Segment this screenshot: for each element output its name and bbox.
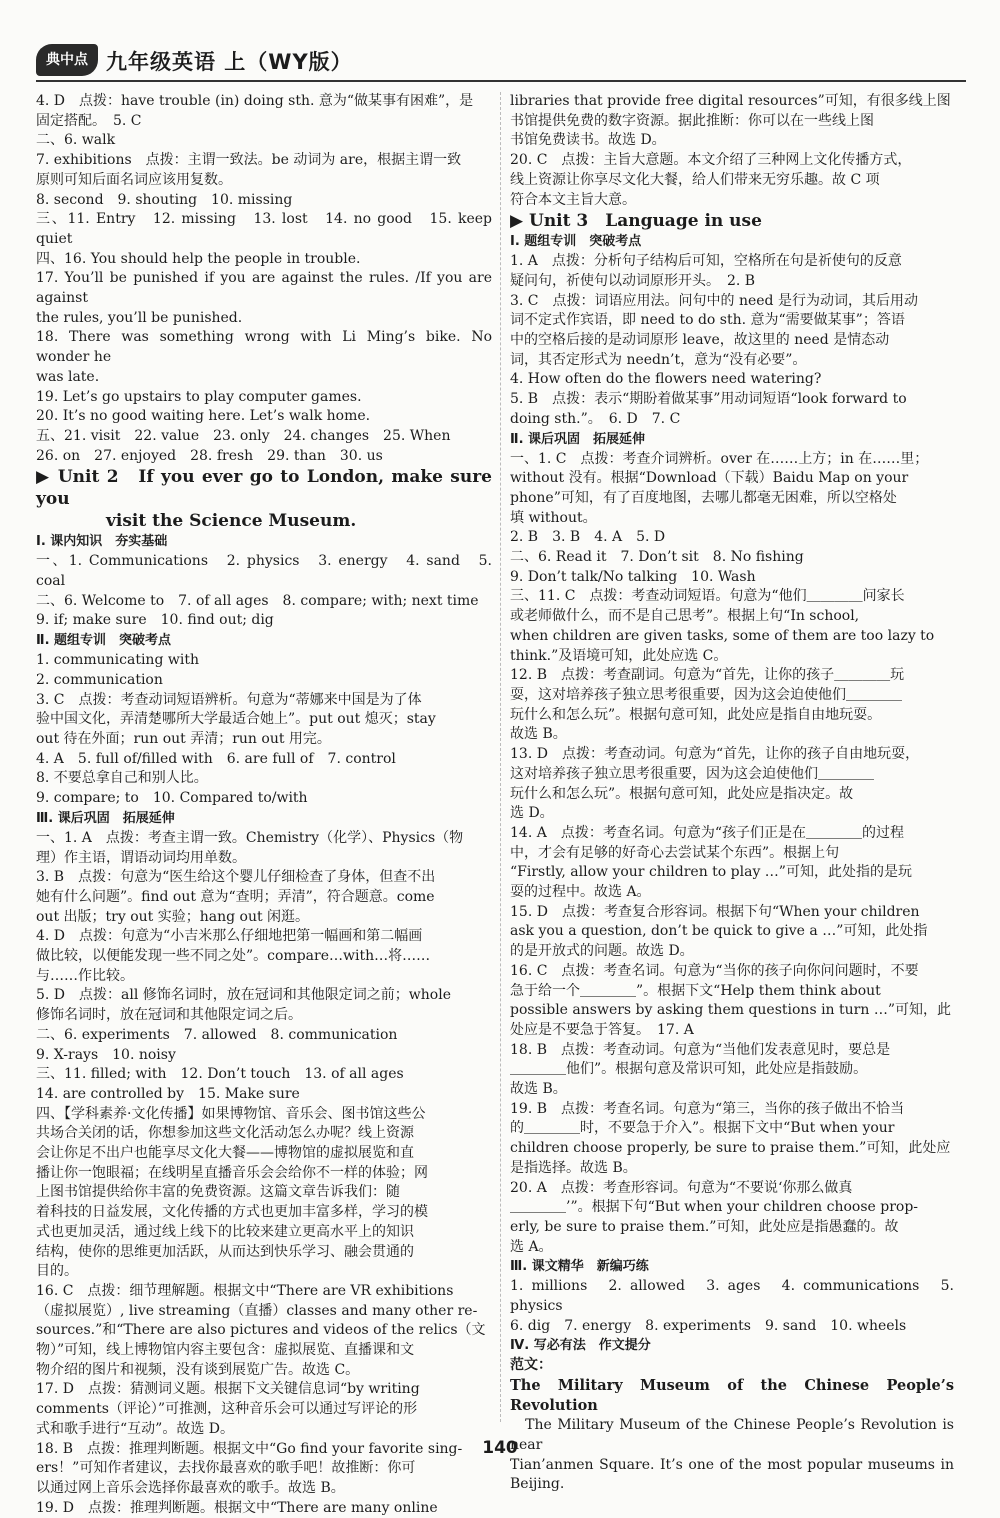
answers-u3-part3: [510, 1277, 954, 1336]
answer-line: 三、11. Entry 12. missing 13. lost 14. no good 15. keep quiet: [36, 211, 492, 247]
answer-line: 一、1. A 点拨：考查主谓一致。Chemistry（化学）、Physics（物: [36, 829, 464, 846]
answer-line: without 没有。根据“Download（下载）Baidu Map on your: [510, 470, 909, 487]
answer-line: ＿＿＿＿’”。根据下句“But when your children choose prop-: [510, 1199, 919, 1216]
answer-line: 五、21. visit 22. value 23. only 24. changes 25. When: [36, 427, 451, 444]
answer-line: 物介绍的图片和视频，没有谈到展览广告。故选 C。: [36, 1361, 360, 1378]
answer-line: 选 A。: [510, 1238, 553, 1255]
answer-line: ask you a question, don’t be quick to give a …”可知，此处指: [510, 923, 928, 940]
answer-line: 耍，这对培养孩子独立思考很重要，因为这会迫使他们＿＿＿＿: [510, 686, 902, 703]
answer-line: 中的空格后接的是动词原形 leave，故这里的 need 是情态动: [510, 332, 890, 349]
answer-line: 二、6. experiments 7. allowed 8. communication: [36, 1026, 398, 1043]
answer-line: 她有什么问题”。find out 意为“查明；弄清”，符合题意。come: [36, 888, 435, 905]
section-heading: Ⅰ. 课内知识 夯实基础: [36, 534, 168, 550]
unit3-heading: ▶ Unit 3 Language in use: [510, 211, 762, 232]
answer-line: the rules, you’ll be punished.: [36, 309, 243, 326]
answer-line: 1. communicating with: [36, 652, 199, 669]
answer-line: sources.”和“There are also pictures and videos of the relics（文: [36, 1322, 486, 1339]
answers-u2-part3: [36, 829, 492, 1518]
answers-u2-part1: [36, 552, 492, 631]
answer-line: 物）”可知，线上博物馆内容主要包含：虚拟展览、直播课和文: [36, 1342, 415, 1359]
answer-line: 20. C 点拨：主旨大意题。本文介绍了三种网上文化传播方式，: [510, 152, 912, 169]
answer-line: 15. D 点拨：考查复合形容词。根据下句“When your children: [510, 903, 920, 920]
answer-line: 14. are controlled by 15. Make sure: [36, 1085, 300, 1102]
answer-line: 5. B 点拨：表示“期盼着做某事”用动词短语“look forward to: [510, 391, 907, 408]
answer-line: 2. B 3. B 4. A 5. D: [510, 529, 666, 546]
answer-line: 4. D 点拨：句意为“小吉米那么仔细地把第一幅画和第二幅画: [36, 928, 423, 945]
answers-u2-part2: [36, 651, 492, 809]
answer-line: 1. millions 2. allowed 3. ages 4. communications 5. physics: [510, 1278, 954, 1315]
answer-line: 会让你足不出户也能享尽文化大餐——博物馆的虚拟展览和直: [36, 1145, 414, 1162]
answer-line: 上图书馆提供给你丰富的免费资源。这篇文章告诉我们：随: [36, 1184, 400, 1201]
answer-line: 4. A 5. full of/filled with 6. are full of 7. control: [36, 750, 396, 767]
section-heading: Ⅲ. 课后巩固 拓展延伸: [36, 810, 175, 826]
answer-line: “Firstly, allow your children to play …”可知，此处指的是玩: [510, 864, 912, 881]
answer-line: 16. C 点拨：细节理解题。根据文中“There are VR exhibitions: [36, 1282, 454, 1299]
answer-line: 1. A 点拨：分析句子结构后可知，空格所在句是祈使句的反意: [510, 253, 902, 270]
answer-line: was late.: [36, 368, 100, 385]
answer-line: 18. B 点拨：考查动词。句意为“当他们发表意见时，要总是: [510, 1041, 891, 1058]
answer-line: 耍的过程中。故选 A。: [510, 884, 651, 901]
answer-line: 式也更加灵活，通过线上线下的比较来建立更高水平上的知识: [36, 1223, 414, 1240]
answer-line: Tian’anmen Square. It’s one of the most popular museums in Beijing.: [510, 1456, 954, 1493]
answer-line: 二、6. walk: [36, 132, 116, 149]
page-header: [36, 44, 966, 78]
answer-line: 4. How often do the flowers need watering?: [510, 371, 822, 388]
answer-line: 19. Let’s go upstairs to play computer games.: [36, 388, 362, 405]
answer-line: 目的。: [36, 1263, 78, 1280]
answers-u3-part2: [510, 450, 954, 1258]
answer-line: 符合本文主旨大意。: [510, 191, 636, 208]
answer-line: 9. if; make sure 10. find out; dig: [36, 612, 274, 629]
book-logo: 典中点: [36, 44, 98, 76]
answer-line: 19. B 点拨：考查名词。句意为“第三，当你的孩子做出不恰当: [510, 1100, 905, 1117]
right-column: [510, 92, 954, 1495]
answer-line: 选 D。: [510, 805, 554, 822]
answer-line: 着科技的日益发展，文化传播的方式也更加丰富多样，学习的模: [36, 1204, 428, 1221]
answer-line: 是指选择。故选 B。: [510, 1159, 637, 1176]
answer-line: 4. D 点拨：have trouble (in) doing sth. 意为“做某事有困难”，是: [36, 93, 474, 109]
answers-unit1: [36, 92, 492, 466]
answer-line: 做比较，以便能发现一些不同之处”。compare…with…将……: [36, 948, 431, 965]
answer-line: 17. D 点拨：猜测词义题。根据下文关键信息词“by writing: [36, 1381, 420, 1398]
answer-line: 结构，使你的思维更加活跃，从而达到快乐学习、融会贯通的: [36, 1243, 414, 1260]
answer-line: 四、16. You should help the people in trouble.: [36, 250, 361, 267]
answer-line: 处应是不要急于答复。 17. A: [510, 1021, 694, 1038]
answer-line: 8. second 9. shouting 10. missing: [36, 191, 293, 208]
answer-line: 14. A 点拨：考查名词。句意为“孩子们正是在＿＿＿＿的过程: [510, 824, 904, 841]
answer-line: 以通过网上音乐会选择你最喜欢的歌手。故选 B。: [36, 1480, 345, 1496]
answer-line: ＿＿＿＿他们”。根据句意及常识可知，此处应是指鼓励。: [510, 1061, 868, 1078]
answer-line: 3. B 点拨：句意为“医生给这个婴儿仔细检查了身体，但查不出: [36, 869, 436, 886]
answer-line: 5. D 点拨：all 修饰名词时，放在冠词和其他限定词之前；whole: [36, 987, 451, 1004]
answer-line: 这对培养孩子独立思考很重要，因为这会迫使他们＿＿＿＿: [510, 765, 874, 782]
answer-line: 20. It’s no good waiting here. Let’s walk home.: [36, 408, 371, 425]
left-column: [36, 92, 492, 1518]
answer-line: 二、6. Welcome to 7. of all ages 8. compare; with; next time: [36, 592, 479, 609]
answer-line: when children are given tasks, some of them are too lazy to: [510, 627, 935, 644]
answer-line: 填 without。: [510, 509, 597, 526]
page-number: 140: [482, 1438, 518, 1458]
answer-line: 18. There was something wrong with Li Ming’s bike. No wonder he: [36, 329, 492, 366]
answer-line: 三、11. filled; with 12. Don’t touch 13. of all ages: [36, 1066, 404, 1083]
answer-line: 7. exhibitions 点拨：主谓一致法。be 动词为 are，根据主谓一致: [36, 152, 462, 169]
answer-line: doing sth.”。 6. D 7. C: [510, 410, 681, 427]
answer-line: 急于给一个＿＿＿＿”。根据下文“Help them think about: [510, 982, 881, 999]
section-heading: Ⅲ. 课文精华 新编巧练: [510, 1259, 649, 1275]
answer-line: 或老师做什么，而不是自己思考”。根据上句“In school,: [510, 608, 860, 625]
answer-line: 9. compare; to 10. Compared to/with: [36, 790, 308, 807]
section-heading: Ⅱ. 课后巩固 拓展延伸: [510, 431, 646, 447]
section-heading: Ⅱ. 题组专训 突破考点: [36, 633, 172, 649]
header-rule: [36, 80, 966, 82]
answer-line: 疑问句，祈使句以动词原形开头。 2. B: [510, 272, 756, 289]
answer-line: 一、1. C 点拨：考查介词辨析。over 在……上方；in 在……里；: [510, 450, 929, 467]
answer-line: children choose properly, be sure to praise them.”可知，此处应: [510, 1140, 951, 1157]
section-heading: Ⅳ. 写必有法 作文提分: [510, 1338, 651, 1354]
answer-line: 书馆提供免费的数字资源。据此推断：你可以在一些线上图: [510, 112, 874, 129]
answer-line: 一、1. Communications 2. physics 3. energy 4. sand 5. coal: [36, 553, 492, 590]
answer-line: 19. D 点拨：推理判断题。根据文中“There are many online: [36, 1499, 438, 1516]
answer-line: 故选 B。: [510, 1081, 567, 1098]
answer-line: 3. C 点拨：词语应用法。问句中的 need 是行为动词，其后用动: [510, 292, 918, 309]
answer-line: 12. B 点拨：考查副词。句意为“首先，让你的孩子＿＿＿＿玩: [510, 667, 905, 684]
answer-line: 理）作主语，谓语动词均用单数。: [36, 849, 246, 866]
answer-line: 20. A 点拨：考查形容词。句意为“不要说‘你那么做真: [510, 1179, 853, 1196]
answer-line: 共场合关闭的话，你想参加这些文化活动怎么办呢？线上资源: [36, 1125, 414, 1142]
answer-line: 与……作比较。: [36, 967, 134, 984]
unit2-heading-line2: visit the Science Museum.: [106, 511, 357, 532]
sample-essay-title: The Military Museum of the Chinese People’s Revolution: [510, 1377, 954, 1415]
answer-line: 四、【学科素养·文化传播】如果博物馆、音乐会、图书馆这些公: [36, 1105, 426, 1122]
answer-line: 的＿＿＿＿时，不要急于介入”。根据下文中“But when your: [510, 1120, 895, 1137]
answer-line: ers！”可知作者建议，去找你最喜欢的歌手吧！故推断：你可: [36, 1460, 416, 1477]
answer-line: possible answers by asking them questions in turn …”可知，此: [510, 1002, 951, 1019]
answer-line: think.”及语境可知，此处应选 C。: [510, 647, 728, 664]
sample-label: 范文：: [510, 1357, 552, 1374]
answer-line: 玩什么和怎么玩”。根据句意可知，此处应是指自由地玩耍。: [510, 706, 882, 723]
column-divider: [500, 92, 501, 1422]
answer-line: out 出版；try out 实验；hang out 闲逛。: [36, 908, 310, 925]
answer-line: 原则可知后面名词应该用复数。: [36, 171, 232, 188]
answer-line: phone”可知，有了百度地图，去哪儿都毫无困难，所以空格处: [510, 489, 897, 506]
answer-line: 词，其否定形式为 needn’t，意为“没有必要”。: [510, 351, 807, 368]
section-heading: Ⅰ. 题组专训 突破考点: [510, 234, 642, 250]
answer-line: 6. dig 7. energy 8. experiments 9. sand 10. wheels: [510, 1317, 907, 1334]
answer-line: 中，才会有足够的好奇心去尝试某个东西”。根据上句: [510, 844, 840, 861]
answer-line: 2. communication: [36, 671, 163, 688]
answers-u2-continued: [510, 92, 954, 210]
answer-line: 词不定式作宾语，即 need to do sth. 意为“需要做某事”；答语: [510, 312, 905, 329]
answer-line: 9. X-rays 10. noisy: [36, 1046, 176, 1063]
answer-line: 16. C 点拨：考查名词。句意为“当你的孩子向你问问题时，不要: [510, 962, 919, 979]
answer-line: 9. Don’t talk/No talking 10. Wash: [510, 568, 756, 585]
answer-line: 式和歌手进行“互动”。故选 D。: [36, 1420, 234, 1437]
answer-line: 书馆免费读书。故选 D。: [510, 132, 666, 149]
answer-line: 26. on 27. enjoyed 28. fresh 29. than 30. us: [36, 447, 383, 464]
answer-line: 玩什么和怎么玩”。根据句意可知，此处应是指决定。故: [510, 785, 854, 802]
answer-line: 3. C 点拨：考查动词短语辨析。句意为“蒂娜来中国是为了体: [36, 691, 422, 708]
answer-line: 的是开放式的问题。故选 D。: [510, 943, 694, 960]
answer-line: 固定搭配。 5. C: [36, 112, 142, 129]
answer-line: 18. B 点拨：推理判断题。根据文中“Go find your favorite sing-: [36, 1440, 463, 1457]
answer-line: 8. 不要总拿自己和别人比。: [36, 770, 208, 787]
answer-line: 三、11. C 点拨：考查动词短语。句意为“他们＿＿＿＿问家长: [510, 588, 905, 605]
answer-line: 线上资源让你享尽文化大餐，给人们带来无穷乐趣。故 C 项: [510, 171, 880, 188]
answer-line: libraries that provide free digital resources”可知，有很多线上图: [510, 93, 951, 109]
answer-line: （虚拟展览）, live streaming（直播）classes and many other re-: [36, 1302, 478, 1319]
book-title: 九年级英语 上（WY版）: [106, 50, 353, 74]
answer-line: 13. D 点拨：考查动词。句意为“首先，让你的孩子自由地玩耍，: [510, 746, 920, 763]
answer-line: 二、6. Read it 7. Don’t sit 8. No fishing: [510, 549, 804, 566]
answer-line: 播让你一饱眼福；在线明星直播音乐会会给你不一样的体验；网: [36, 1164, 428, 1181]
answer-line: 17. You’ll be punished if you are against the rules. /If you are against: [36, 270, 492, 307]
answers-u3-part1: [510, 252, 954, 429]
unit2-heading-line1: ▶ Unit 2 If you ever go to London, make sure you: [36, 467, 492, 510]
answer-line: out 待在外面；run out 弄清；run out 用完。: [36, 730, 331, 747]
answer-line: The Military Museum of the Chinese People’s Revolution is near: [510, 1417, 954, 1453]
answer-line: 修饰名词时，放在冠词和其他限定词之后。: [36, 1007, 302, 1024]
answer-line: 故选 B。: [510, 726, 567, 743]
answer-line: 验中国文化，弄清楚哪所大学最适合她上”。put out 熄灭；stay: [36, 711, 436, 728]
answer-line: comments（评论）”可推测，这种音乐会可以通过写评论的形: [36, 1401, 418, 1418]
answer-line: erly, be sure to praise them.”可知，此处应是指愚蠢的。故: [510, 1218, 899, 1235]
